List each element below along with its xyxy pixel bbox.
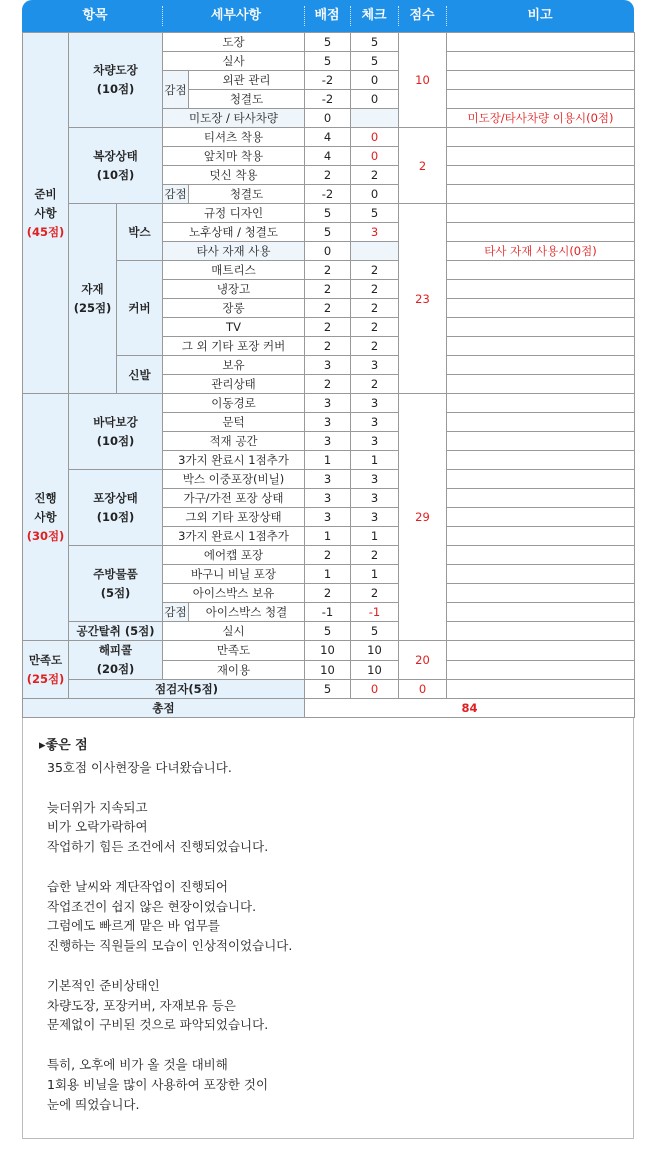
cover-note [447, 280, 635, 299]
inspector-check: 0 [351, 680, 399, 699]
vehicle-note [447, 90, 635, 109]
happycall-points: (20점) [96, 662, 135, 676]
shoe-check: 3 [351, 356, 399, 375]
packing-note [447, 527, 635, 546]
packing-points: (10점) [96, 509, 135, 524]
cover-note [447, 337, 635, 356]
uniform-max: 4 [305, 128, 351, 147]
vehicle-note [447, 71, 635, 90]
inspector-max: 5 [305, 680, 351, 699]
comment-title: ▸좋은 점 [39, 738, 88, 753]
happycall-note [447, 660, 635, 680]
floor-max: 1 [305, 451, 351, 470]
cover-max: 2 [305, 261, 351, 280]
kitchen-max: 1 [305, 565, 351, 584]
uniform-note [447, 128, 635, 147]
happycall-max: 10 [305, 641, 351, 661]
happycall-max: 10 [305, 660, 351, 680]
floor-max: 3 [305, 413, 351, 432]
happycall-note [447, 641, 635, 661]
box-item: 규정 디자인 [163, 204, 305, 223]
kitchen-max: 2 [305, 584, 351, 603]
cover-item: 매트리스 [163, 261, 305, 280]
vehicle-deduct-label: 감점 [163, 71, 189, 109]
kitchen-check: 1 [351, 565, 399, 584]
kitchen-item: 아이스박스 청결 [189, 603, 305, 622]
header-score: 점수 [409, 8, 435, 23]
uniform-item: 덧신 착용 [163, 166, 305, 185]
uniform-item: 청결도 [189, 185, 305, 204]
section-sat-points: (25점) [26, 671, 65, 686]
uniform-check: 0 [351, 147, 399, 166]
uniform-deduct-label: 감점 [163, 185, 189, 204]
happycall-item: 재이용 [163, 660, 305, 680]
packing-item: 그외 기타 포장상태 [163, 508, 305, 527]
uniform-note [447, 166, 635, 185]
section-prep-line2: 사항 [34, 205, 57, 220]
packing-title: 포장상태 [93, 490, 138, 505]
uniform-check: 0 [351, 185, 399, 204]
packing-item: 가구/가전 포장 상태 [163, 489, 305, 508]
total-value: 84 [305, 699, 635, 718]
shoe-max: 2 [305, 375, 351, 394]
escape-item: 실시 [163, 622, 305, 641]
floor-item: 문턱 [163, 413, 305, 432]
happycall-score: 20 [399, 641, 447, 680]
inspector-score: 0 [399, 680, 447, 699]
vehicle-max: 5 [305, 33, 351, 52]
cover-max: 2 [305, 280, 351, 299]
happycall-check: 10 [351, 641, 399, 661]
inspector-note [447, 680, 635, 699]
floor-item: 3가지 완료시 1점추가 [163, 451, 305, 470]
kitchen-item: 바구니 비닐 포장 [163, 565, 305, 584]
vehicle-check: 5 [351, 52, 399, 71]
box-max: 5 [305, 223, 351, 242]
uniform-note [447, 185, 635, 204]
cover-label: 커버 [117, 261, 163, 356]
packing-item: 3가지 완료시 1점추가 [163, 527, 305, 546]
shoe-item: 보유 [163, 356, 305, 375]
uniform-item: 앞치마 착용 [163, 147, 305, 166]
packing-note [447, 508, 635, 527]
happycall-check: 10 [351, 660, 399, 680]
cover-max: 2 [305, 318, 351, 337]
floor-note [447, 451, 635, 470]
packing-check: 3 [351, 470, 399, 489]
uniform-check: 0 [351, 128, 399, 147]
box-item: 노후상태 / 청결도 [163, 223, 305, 242]
header-note: 비고 [527, 8, 553, 23]
happycall-label [69, 641, 163, 680]
floor-check: 3 [351, 432, 399, 451]
cover-note [447, 261, 635, 280]
escape-note [447, 622, 635, 641]
cover-check: 2 [351, 318, 399, 337]
packing-check: 3 [351, 489, 399, 508]
header-max: 배점 [314, 8, 340, 23]
total-label: 총점 [23, 699, 305, 718]
box-item: 타사 자재 사용 [163, 242, 305, 261]
materials-title: 자재 [81, 281, 104, 296]
uniform-check: 2 [351, 166, 399, 185]
box-check: 5 [351, 204, 399, 223]
floor-label [69, 394, 163, 470]
uniform-points: (10점) [96, 167, 135, 182]
box-label: 박스 [117, 204, 163, 261]
floor-note [447, 432, 635, 451]
cover-max: 2 [305, 299, 351, 318]
box-note [447, 204, 635, 223]
vehicle-item: 미도장 / 타사차량 [163, 109, 305, 128]
kitchen-check: 2 [351, 584, 399, 603]
vehicle-check: 0 [351, 71, 399, 90]
cover-check: 2 [351, 337, 399, 356]
kitchen-check: 2 [351, 546, 399, 565]
packing-max: 1 [305, 527, 351, 546]
box-max: 5 [305, 204, 351, 223]
vehicle-max: -2 [305, 71, 351, 90]
shoe-note [447, 375, 635, 394]
section-prog-points: (30점) [26, 528, 65, 543]
shoe-item: 관리상태 [163, 375, 305, 394]
header-check: 체크 [361, 8, 387, 23]
floor-check: 3 [351, 394, 399, 413]
uniform-label [69, 128, 163, 204]
vehicle-item: 청결도 [189, 90, 305, 109]
cover-item: 그 외 기타 포장 커버 [163, 337, 305, 356]
floor-item: 적재 공간 [163, 432, 305, 451]
floor-note [447, 413, 635, 432]
kitchen-note [447, 603, 635, 622]
happycall-item: 만족도 [163, 641, 305, 661]
uniform-score: 2 [399, 128, 447, 204]
kitchen-points: (5점) [100, 585, 131, 600]
kitchen-note [447, 565, 635, 584]
header-divider [162, 6, 163, 26]
section-prep-line1: 준비 [34, 186, 57, 201]
vehicle-item: 도장 [163, 33, 305, 52]
uniform-title: 복장상태 [93, 148, 138, 163]
happycall-title: 해피콜 [98, 643, 133, 657]
materials-points: (25점) [73, 300, 112, 315]
kitchen-check: -1 [351, 603, 399, 622]
cover-note [447, 299, 635, 318]
cover-check: 2 [351, 261, 399, 280]
kitchen-note [447, 546, 635, 565]
packing-label [69, 470, 163, 546]
cover-item: TV [163, 318, 305, 337]
vehicle-score: 10 [399, 33, 447, 128]
floor-check: 3 [351, 413, 399, 432]
progress-score: 29 [399, 394, 447, 641]
cover-item: 냉장고 [163, 280, 305, 299]
comment-body: 35호점 이사현장을 다녀왔습니다. 늦더위가 지속되고 비가 오락가락하여 작업하기 힘든 조건에서 진행되었습니다. 습한 날씨와 계단작업이 진행되어 작업조건이 쉽지 않은 현장이었습니다. 그럼에도 빠르게 맡은 바 업무를 진행하는 직원들의 모습이 인상적이었습니다. 기본적인 준비상태인 차량도장, 포장커버, 자재보유 등은 문제없이 구비된 것으로 파악되었습니다. 특히, 오후에 비가 올 것을 대비해 1회용 비닐을 많이 사용하여 포장한 것이 눈에 띄었습니다. [47, 760, 293, 1112]
floor-title: 바닥보강 [93, 414, 138, 429]
floor-points: (10점) [96, 433, 135, 448]
section-prog-line2: 사항 [34, 509, 57, 524]
packing-item: 박스 이중포장(비닐) [163, 470, 305, 489]
box-note [447, 223, 635, 242]
vehicle-title: 차량도장 [93, 63, 138, 77]
vehicle-max: 0 [305, 109, 351, 128]
cover-note [447, 318, 635, 337]
section-prog-line1: 진행 [34, 490, 57, 505]
header-item: 항목 [82, 8, 108, 23]
vehicle-note [447, 52, 635, 71]
vehicle-check [351, 109, 399, 128]
packing-max: 3 [305, 470, 351, 489]
inspector-label: 점검자(5점) [69, 680, 305, 699]
vehicle-item: 실사 [163, 52, 305, 71]
floor-item: 이동경로 [163, 394, 305, 413]
shoe-check: 2 [351, 375, 399, 394]
uniform-max: -2 [305, 185, 351, 204]
packing-check: 3 [351, 508, 399, 527]
box-check [351, 242, 399, 261]
cover-check: 2 [351, 280, 399, 299]
kitchen-max: 2 [305, 546, 351, 565]
comment-box [22, 718, 634, 1139]
floor-max: 3 [305, 394, 351, 413]
cover-max: 2 [305, 337, 351, 356]
packing-max: 3 [305, 508, 351, 527]
cover-check: 2 [351, 299, 399, 318]
floor-check: 1 [351, 451, 399, 470]
floor-note [447, 394, 635, 413]
table-header [22, 0, 634, 32]
kitchen-max: -1 [305, 603, 351, 622]
floor-max: 3 [305, 432, 351, 451]
escape-check: 5 [351, 622, 399, 641]
vehicle-points: (10점) [96, 82, 135, 96]
vehicle-item: 외관 관리 [189, 71, 305, 90]
vehicle-check: 0 [351, 90, 399, 109]
shoe-label: 신발 [117, 356, 163, 394]
kitchen-title: 주방물품 [93, 566, 138, 581]
uniform-max: 4 [305, 147, 351, 166]
uniform-item: 티셔츠 착용 [163, 128, 305, 147]
escape-max: 5 [305, 622, 351, 641]
header-detail: 세부사항 [210, 8, 262, 23]
materials-label [69, 204, 117, 394]
materials-score: 23 [399, 204, 447, 394]
packing-note [447, 489, 635, 508]
kitchen-deduct-label: 감점 [163, 603, 189, 622]
box-check: 3 [351, 223, 399, 242]
vehicle-max: -2 [305, 90, 351, 109]
section-prog-label [23, 394, 69, 641]
section-prep-label [23, 33, 69, 394]
evaluation-table [22, 32, 635, 718]
packing-note [447, 470, 635, 489]
box-max: 0 [305, 242, 351, 261]
packing-max: 3 [305, 489, 351, 508]
section-sat-label [23, 641, 69, 699]
kitchen-note [447, 584, 635, 603]
section-prep-points: (45점) [26, 224, 65, 239]
uniform-note [447, 147, 635, 166]
kitchen-item: 아이스박스 보유 [163, 584, 305, 603]
vehicle-note [447, 33, 635, 52]
section-sat-title: 만족도 [28, 652, 63, 667]
box-note: 타사 자재 사용시(0점) [447, 242, 635, 261]
escape-label: 공간탈취 (5점) [69, 622, 163, 641]
vehicle-label [69, 33, 163, 128]
cover-item: 장롱 [163, 299, 305, 318]
vehicle-check: 5 [351, 33, 399, 52]
shoe-max: 3 [305, 356, 351, 375]
packing-check: 1 [351, 527, 399, 546]
uniform-max: 2 [305, 166, 351, 185]
vehicle-note: 미도장/타사차량 이용시(0점) [447, 109, 635, 128]
shoe-note [447, 356, 635, 375]
vehicle-max: 5 [305, 52, 351, 71]
kitchen-label [69, 546, 163, 622]
kitchen-item: 에어캡 포장 [163, 546, 305, 565]
